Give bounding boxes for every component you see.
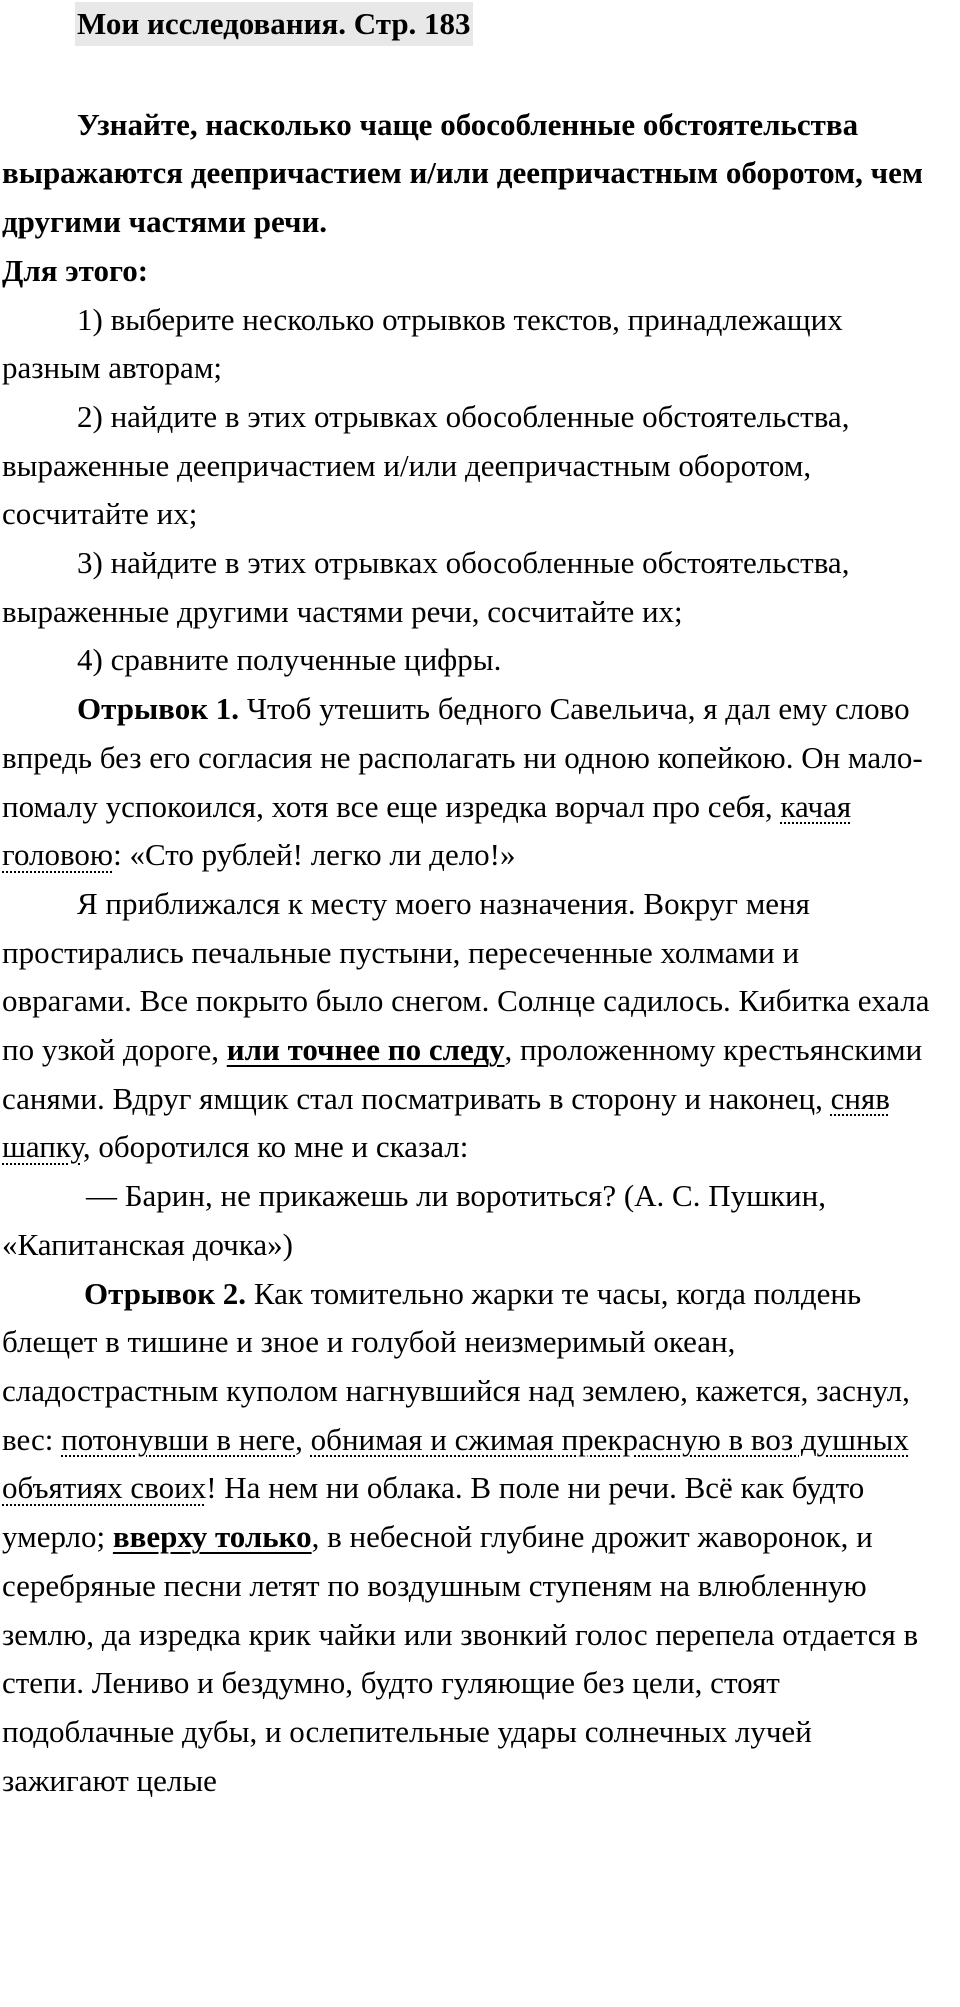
excerpt1-text: , проложенному крестьянскими санями. Вдруг ямщик стал посматривать в сторону и наконец, [2,1032,923,1116]
excerpt2-text: Как томительно жарки те часы, когда полдень блещет в тишине и зное и голубой неизмеримый океан, сладострастным куполом нагнувшийся над землею, кажется, заснул, вес: [2,1275,910,1457]
excerpt2-text: , в небесной глубине дрожит жаворонок, и серебряные песни летят по воздушным ступеням на влюбленную землю, да изредка крик чайки или звонкий голос перепела отдается в степи. Лениво и бездумно, будто гуляющие без цели, стоят подоблачные дубы, и ослепительные удары солнечных лучей зажигают целые [2,1519,919,1798]
adverbial-participle-2: сняв шапку [2,1080,890,1165]
adverbial-participle-1: качая головою [2,788,852,873]
excerpt1-paragraph-2 [2,880,932,1172]
excerpt1-text: Чтоб утешить бедного Савельича, я дал ему слово впредь без его согласия не располагать ни одною копейкою. Он мало-помалу успокоился, хотя все еще изредка ворчал про себя, [2,691,923,824]
task-step-2: 2) найдите в этих отрывках обособленные обстоятельства, выраженные деепричастием и/или деепричастным оборотом, сосчитайте их; [2,398,850,532]
other-circumstance-2: вверху только [112,1519,312,1555]
excerpt2-text: ! На нем ни облака. В поле ни речи. Всё как будто умерло; [2,1470,865,1555]
other-circumstance-1: или точнее по следу [226,1032,505,1068]
excerpt1-text: : «Сто рублей! легко ли дело!» [113,837,516,873]
adverbial-participle-3: потонувши в неге [61,1421,296,1457]
excerpt1-paragraph-1 [2,685,932,880]
excerpt1-label: Отрывок 1. [77,691,240,727]
spacer [2,49,932,101]
excerpt2-paragraph [2,1270,932,1806]
excerpt1-text: , оборотился ко мне и сказал: [82,1129,469,1165]
task-intro [2,101,932,247]
task-step-3: 3) найдите в этих отрывках обособленные обстоятельства, выраженные другими частями речи, сосчитайте их; [2,545,850,629]
task-step-4: 4) сравните полученные цифры. [77,642,502,678]
task-step-1: 1) выберите несколько отрывков текстов, принадлежащих разным авторам; [2,301,843,386]
excerpt2-text: , [295,1421,311,1457]
excerpt1-paragraph-3: — Барин, не прикажешь ли воротиться? (А. С. Пушкин, «Капитанская дочка») [2,1178,826,1262]
task-lead [2,247,932,296]
page-title: Мои исследования. Стр. 183 [75,2,473,46]
adverbial-participle-4: обнимая и сжимая прекрасную в воз душных объятиях своих [2,1421,909,1506]
excerpt2-label: Отрывок 2. [84,1275,247,1311]
task-lead-bold: Для этого: [2,252,149,288]
task-intro-bold: Узнайте, насколько чаще обособленные обстоятельства выражаются деепричастием и/или деепричастным оборотом, чем другими частями речи. [2,106,923,240]
excerpt1-text: Я приближался к месту моего назначения. Вокруг меня простирались печальные пустыни, пересеченные холмами и оврагами. Все покрыто было снегом. Солнце садилось. Кибитка ехала по узкой дороге, [2,885,930,1068]
